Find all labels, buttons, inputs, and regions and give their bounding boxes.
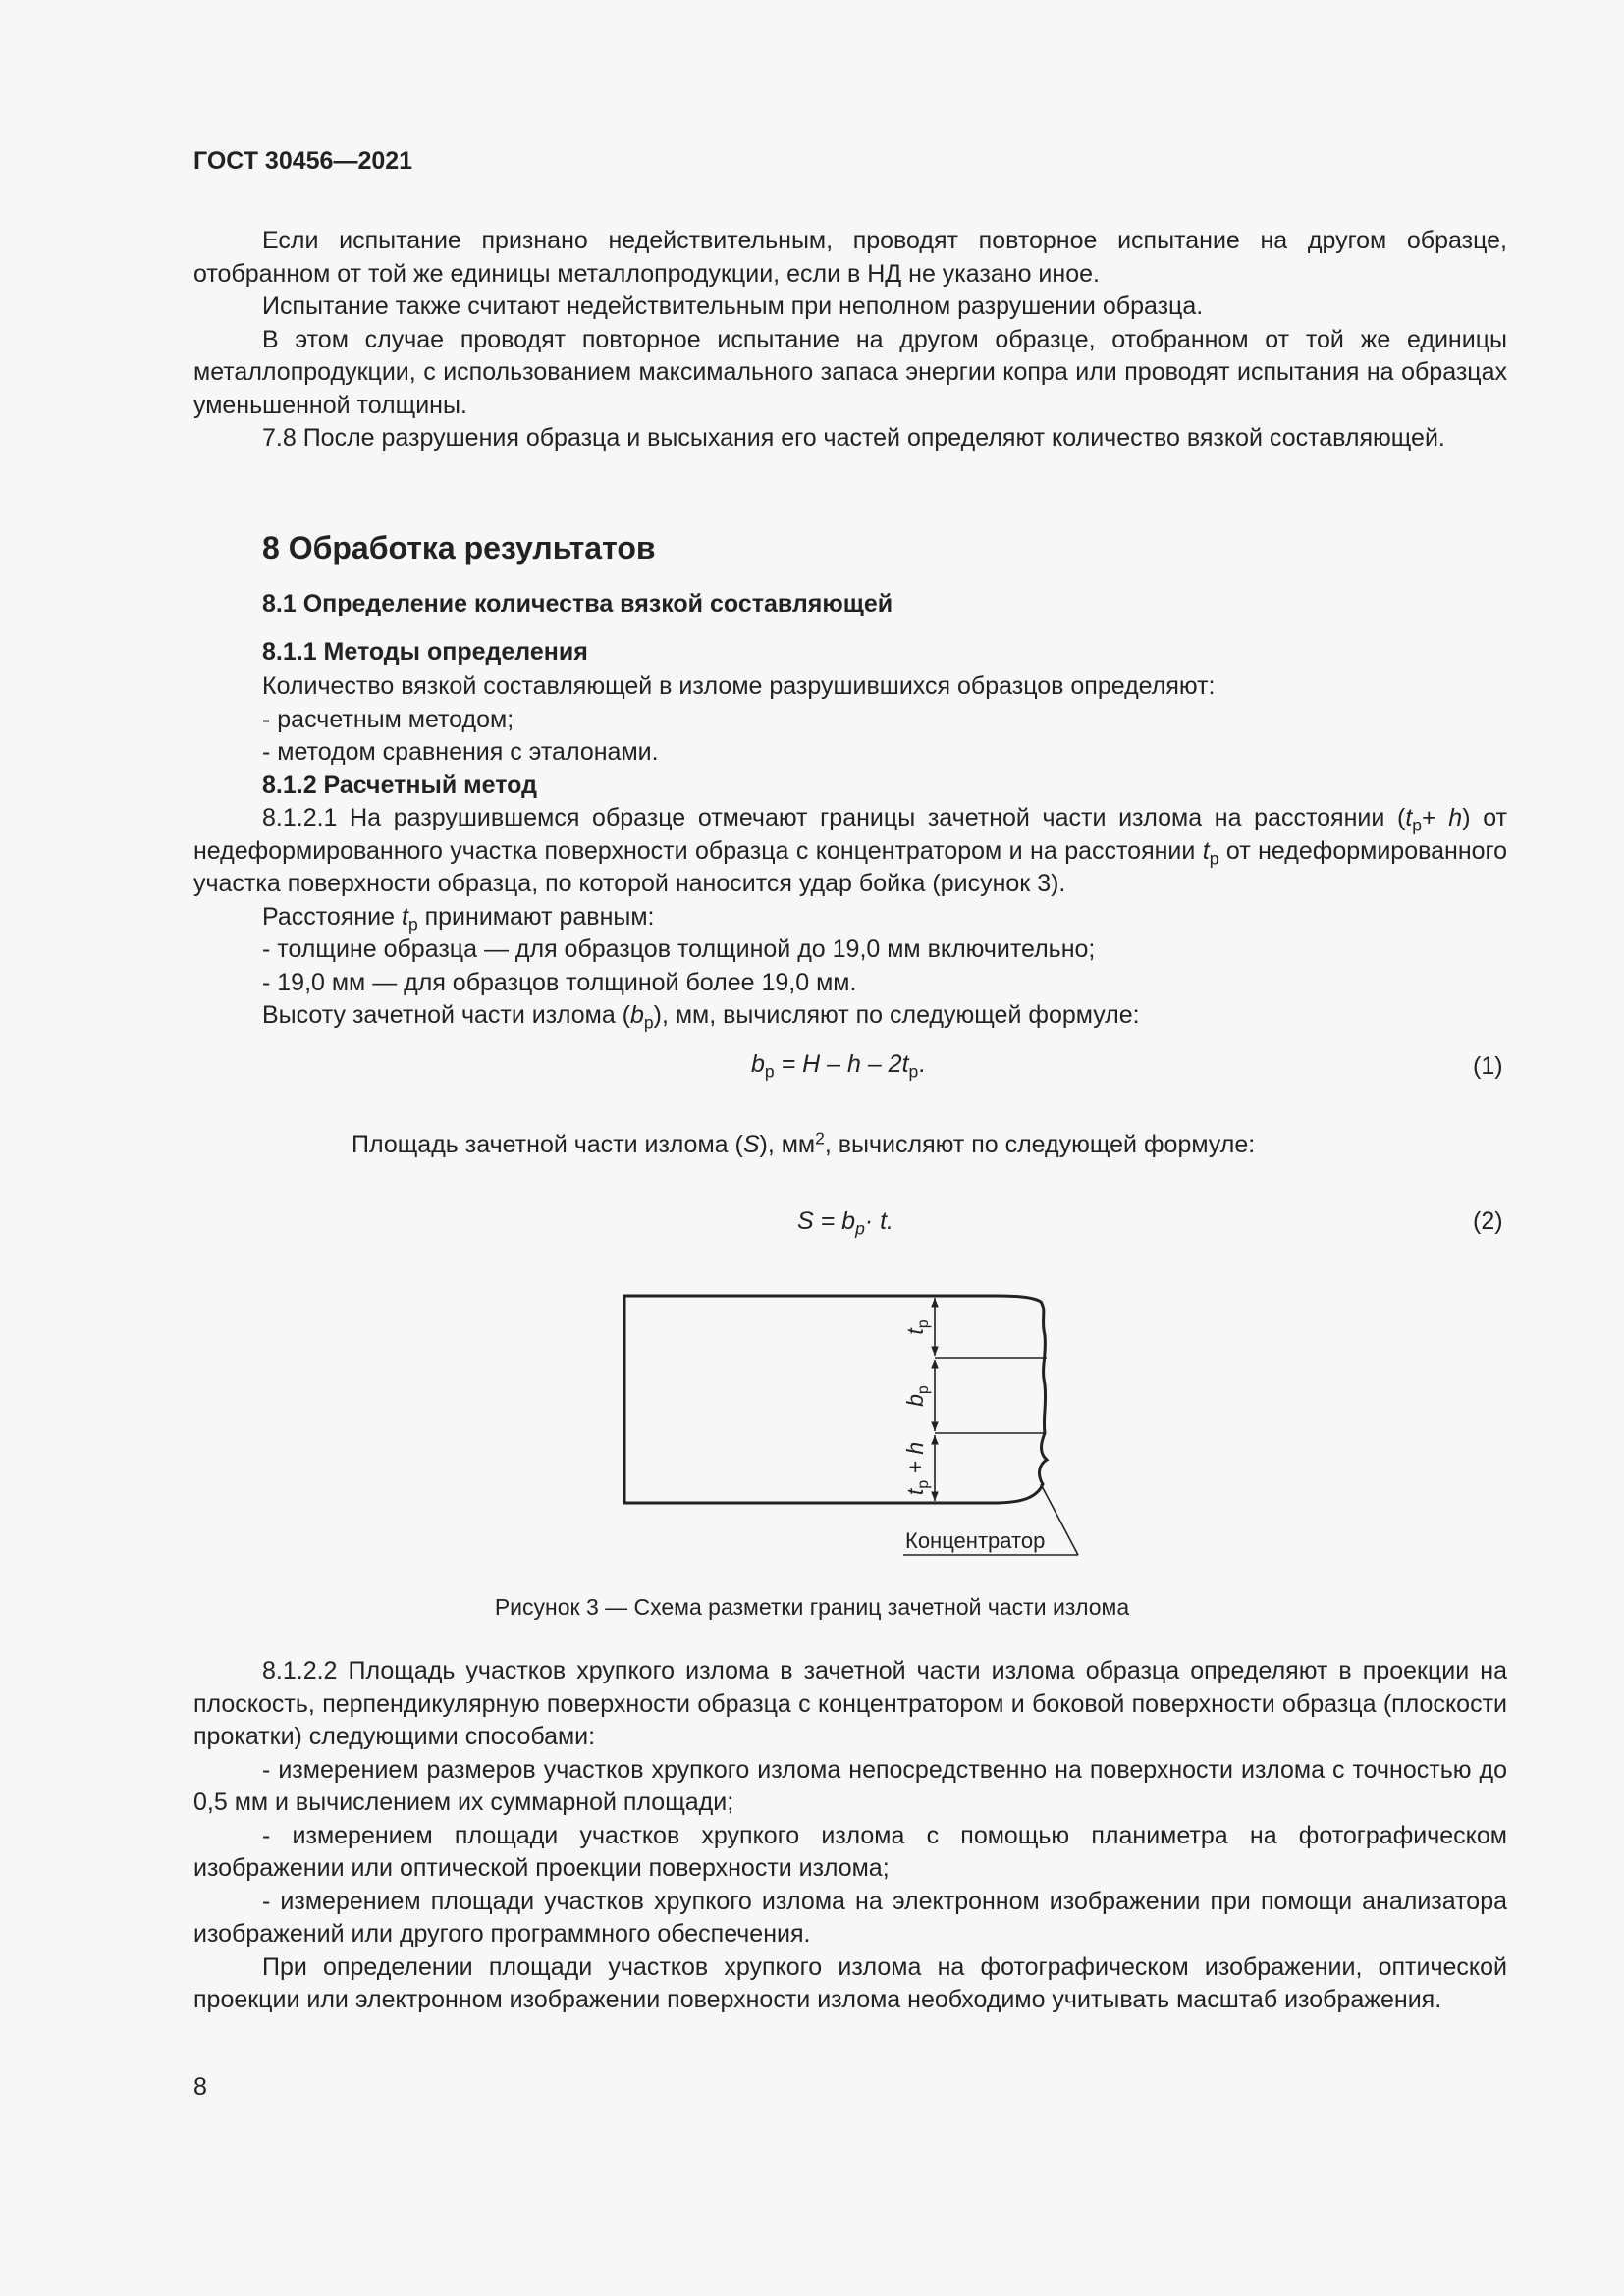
paragraph: При определении площади участков хрупкого излома на фотографическом изображении, оптической проекции или электронном изображении поверхности излома необходимо учитывать масштаб изображения. [193,1952,1507,2013]
list-item: - расчетным методом; [262,705,514,733]
list-item: - толщине образца — для образцов толщиной до 19,0 мм включительно; [262,935,1096,963]
paragraph: Если испытание признано недействительным, проводят повторное испытание на другом образце, отобранном от той же единицы металлопродукции, если в НД не указано иное. [193,227,1507,288]
paragraph: В этом случае проводят повторное испытание на другом образце, отобранном от той же единицы металлопродукции, с использованием максимального запаса энергии копра или проводят испытания на образцах уменьшенной толщины. [193,325,1507,419]
formula-2: $S = b_p\cdot t$. [797,1207,893,1239]
list-item: - 19,0 мм — для образцов толщиной более 19,0 мм. [262,968,857,996]
figure-caption: Рисунок 3 — Схема разметки границ зачетной части излома [494,1594,1130,1620]
label-bp: $b_р$ [902,1385,932,1407]
label-tph: $t_р + h$ [902,1441,932,1496]
paragraph: Высоту зачетной части излома $(b_р)$, мм, вычисляют по следующей формуле: [262,1001,1140,1033]
concentrator-label: Концентратор [905,1528,1046,1553]
page-number: 8 [193,2073,207,2101]
subsection-title: 8.1.2 Расчетный метод [262,771,537,799]
formula-1-number: (1) [1473,1052,1503,1080]
list-item: - измерением площади участков хрупкого излома с помощью планиметра на фотографическом изображении или оптической проекции поверхности излома; [193,1821,1507,1882]
paragraph: 7.8 После разрушения образца и высыхания его частей определяют количество вязкой составляющей. [262,424,1445,452]
paragraph: 8.1.2.2 Площадь участков хрупкого излома в зачетной части излома образца определяют в проекции на плоскость, перпендикулярную поверхности образца с концентратором и боковой поверхности образца (плоскости прокатки) следующими способами: [193,1657,1507,1750]
formula-2-number: (2) [1473,1207,1503,1235]
paragraph: Расстояние $t_p$ принимают равным: [262,902,655,934]
leader-line [1041,1484,1078,1555]
list-item: - измерением площади участков хрупкого излома на электронном изображении при помощи анализатора изображений или другого программного обеспечения. [193,1887,1507,1948]
paragraph: Испытание также считают недействительным при неполном разрушении образца. [262,293,1204,320]
list-item: - методом сравнения с эталонами. [262,738,659,766]
subsection-title: 8.1.1 Методы определения [262,638,588,666]
paragraph: Количество вязкой составляющей в изломе разрушившихся образцов определяют: [262,672,1216,700]
paragraph: 8.1.2.1 На разрушившемся образце отмечают границы зачетной части излома на расстоянии $(t_p+ h)$ от недеформированного участка поверхности образца с концентратором и на расстоянии $t_p$ от недеформированного участка поверхности образца, по которой наносится удар бойка (рисунок 3). [193,804,1508,897]
section-title: 8 Обработка результатов [262,530,656,565]
paragraph: Площадь зачетной части излома (S), $мм^2$, вычисляют по следующей формуле: [352,1128,1256,1158]
after-block [193,1655,1507,2017]
specimen-outline [624,1296,1047,1503]
subsection-title: 8.1 Определение количества вязкой составляющей [262,590,893,617]
document-header: ГОСТ 30456—2021 [193,147,413,175]
formula-1: $b_р = H - h - 2t_р$. [751,1050,926,1082]
list-item: - измерением размеров участков хрупкого излома непосредственно на поверхности излома с точностью до 0,5 мм и вычислением их суммарной площади; [193,1755,1507,1816]
label-tp: $t_р$ [902,1319,932,1335]
